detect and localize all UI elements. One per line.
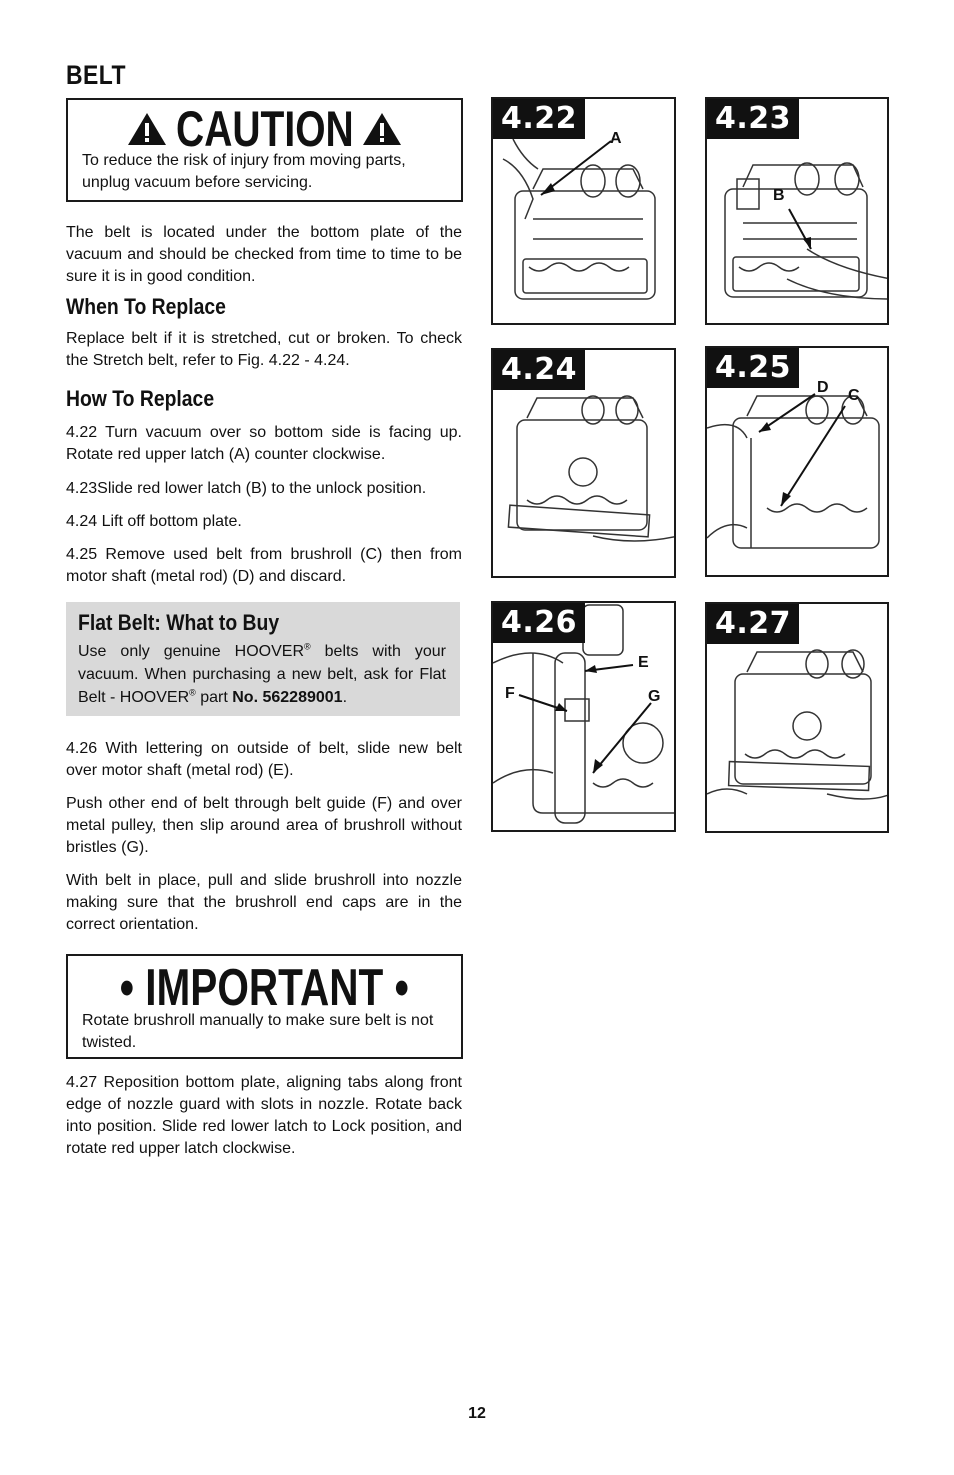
figure-4-26: [491, 601, 676, 832]
intro-paragraph: The belt is located under the bottom plate of the vacuum and should be checked from time to time to be sure it is in good condition.: [66, 224, 462, 285]
step-4-26: 4.26 With lettering on outside of belt, slide new belt over motor shaft (metal rod) (E).: [66, 740, 462, 779]
step-4-27: 4.27 Reposition bottom plate, aligning tabs along front edge of nozzle guard with slots in nozzle. Rotate back into position. Slide red lower latch to Lock position, and rotate red upper latch clockwise.: [66, 1074, 462, 1157]
part-number: No. 562289001: [232, 689, 343, 706]
figure-label: 4.24: [493, 350, 585, 390]
callout-c: C: [848, 387, 860, 404]
figure-4-23: [705, 97, 889, 325]
step-4-22: 4.22 Turn vacuum over so bottom side is facing up. Rotate red upper latch (A) counter clockwise.: [66, 424, 462, 463]
step-belt-in-place: With belt in place, pull and slide brushroll into nozzle making sure that the brushroll end caps are in the correct orientation.: [66, 872, 462, 933]
important-box: [66, 954, 463, 1059]
when-to-replace-text: Replace belt if it is stretched, cut or broken. To check the Stretch belt, refer to Fig. 4.22 - 4.24.: [66, 330, 462, 369]
figure-label: 4.22: [493, 99, 585, 139]
figure-4-24: [491, 348, 676, 578]
page-number: 12: [468, 1405, 486, 1422]
important-heading: • IMPORTANT •: [119, 959, 410, 1017]
section-title: BELT: [66, 60, 126, 90]
callout-e: E: [638, 654, 649, 671]
step-4-23: 4.23Slide red lower latch (B) to the unlock position.: [66, 480, 427, 497]
caution-heading: CAUTION: [68, 102, 461, 156]
callout-b: B: [773, 187, 785, 204]
step-4-24: 4.24 Lift off bottom plate.: [66, 513, 242, 530]
figure-4-22: [491, 97, 676, 325]
flat-belt-box: [66, 602, 460, 716]
figure-4-25: [705, 346, 889, 577]
callout-a: A: [610, 130, 622, 147]
figure-4-27: [705, 602, 889, 833]
important-text: Rotate brushroll manually to make sure belt is not twisted.: [82, 1012, 434, 1051]
figure-label: 4.25: [707, 348, 799, 388]
caution-box: [66, 98, 463, 202]
how-to-replace-heading: How To Replace: [66, 386, 215, 411]
caution-text: To reduce the risk of injury from moving parts, unplug vacuum before servicing.: [82, 152, 406, 191]
figure-label: 4.27: [707, 604, 799, 644]
when-to-replace-heading: When To Replace: [66, 294, 226, 319]
figure-label: 4.23: [707, 99, 799, 139]
flat-belt-heading: Flat Belt: What to Buy: [78, 610, 280, 635]
warning-triangle-icon: [362, 112, 402, 146]
flat-belt-text: Use only genuine HOOVER® belts with your vacuum. When purchasing a new belt, ask for Flat Belt - HOOVER® part No. 562289001.: [78, 641, 446, 706]
step-4-25: 4.25 Remove used belt from brushroll (C) then from motor shaft (metal rod) (D) and discard.: [66, 546, 462, 585]
figure-label: 4.26: [493, 603, 585, 643]
callout-d: D: [817, 379, 829, 396]
callout-f: F: [505, 685, 515, 702]
step-push-belt: Push other end of belt through belt guide (F) and over metal pulley, then slip around area of brushroll without bristles (G).: [66, 795, 462, 856]
warning-triangle-icon: [127, 112, 167, 146]
callout-g: G: [648, 688, 661, 705]
